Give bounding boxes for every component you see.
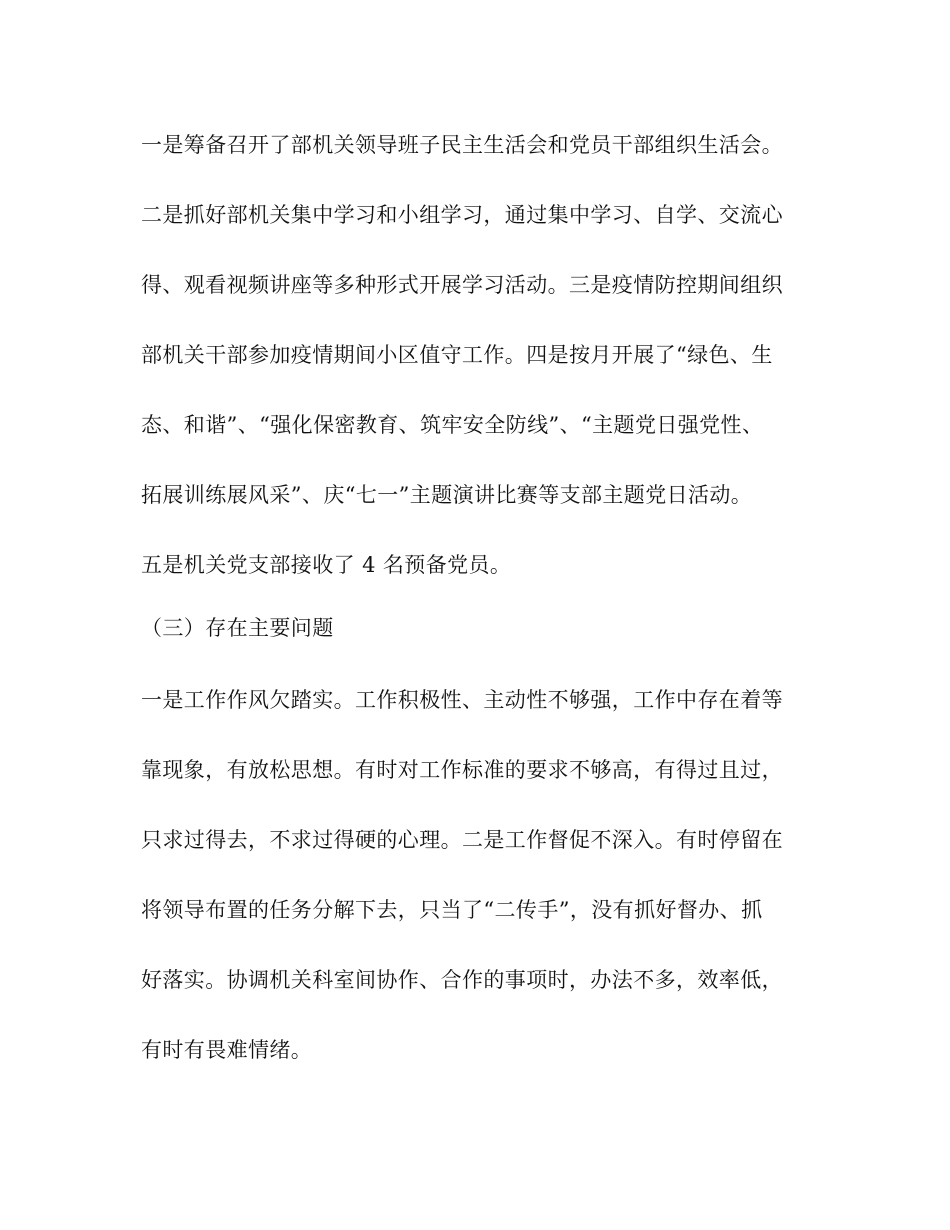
paragraph-line: 一是筹备召开了部机关领导班子民主生活会和党员干部组织生活会。 — [141, 133, 783, 157]
paragraph-line: 得、观看视频讲座等多种形式开展学习活动。三是疫情防控期间组织 — [141, 273, 783, 297]
paragraph-line: 将领导布置的任务分解下去，只当了“二传手”，没有抓好督办、抓 — [141, 898, 763, 922]
paragraph-line: 拓展训练展风采”、庆“七一”主题演讲比赛等支部主题党日活动。 — [141, 483, 753, 507]
paragraph-line: 只求过得去，不求过得硬的心理。二是工作督促不深入。有时停留在 — [141, 828, 783, 852]
paragraph-line: 好落实。协调机关科室间协作、合作的事项时，办法不多，效率低， — [141, 968, 783, 992]
paragraph-line: 有时有畏难情绪。 — [141, 1038, 313, 1062]
paragraph-line: 靠现象，有放松思想。有时对工作标准的要求不够高，有得过且过， — [141, 758, 783, 782]
section-heading: （三）存在主要问题 — [141, 616, 334, 640]
paragraph-line: 五是机关党支部接收了 4 名预备党员。 — [141, 553, 512, 577]
paragraph-line: 二是抓好部机关集中学习和小组学习，通过集中学习、自学、交流心 — [141, 203, 783, 227]
paragraph-line: 部机关干部参加疫情期间小区值守工作。四是按月开展了“绿色、生 — [141, 343, 773, 367]
paragraph-line: 一是工作作风欠踏实。工作积极性、主动性不够强，工作中存在着等 — [141, 688, 783, 712]
paragraph-line: 态、和谐”、“强化保密教育、筑牢安全防线”、“主题党日强党性、 — [141, 413, 764, 437]
